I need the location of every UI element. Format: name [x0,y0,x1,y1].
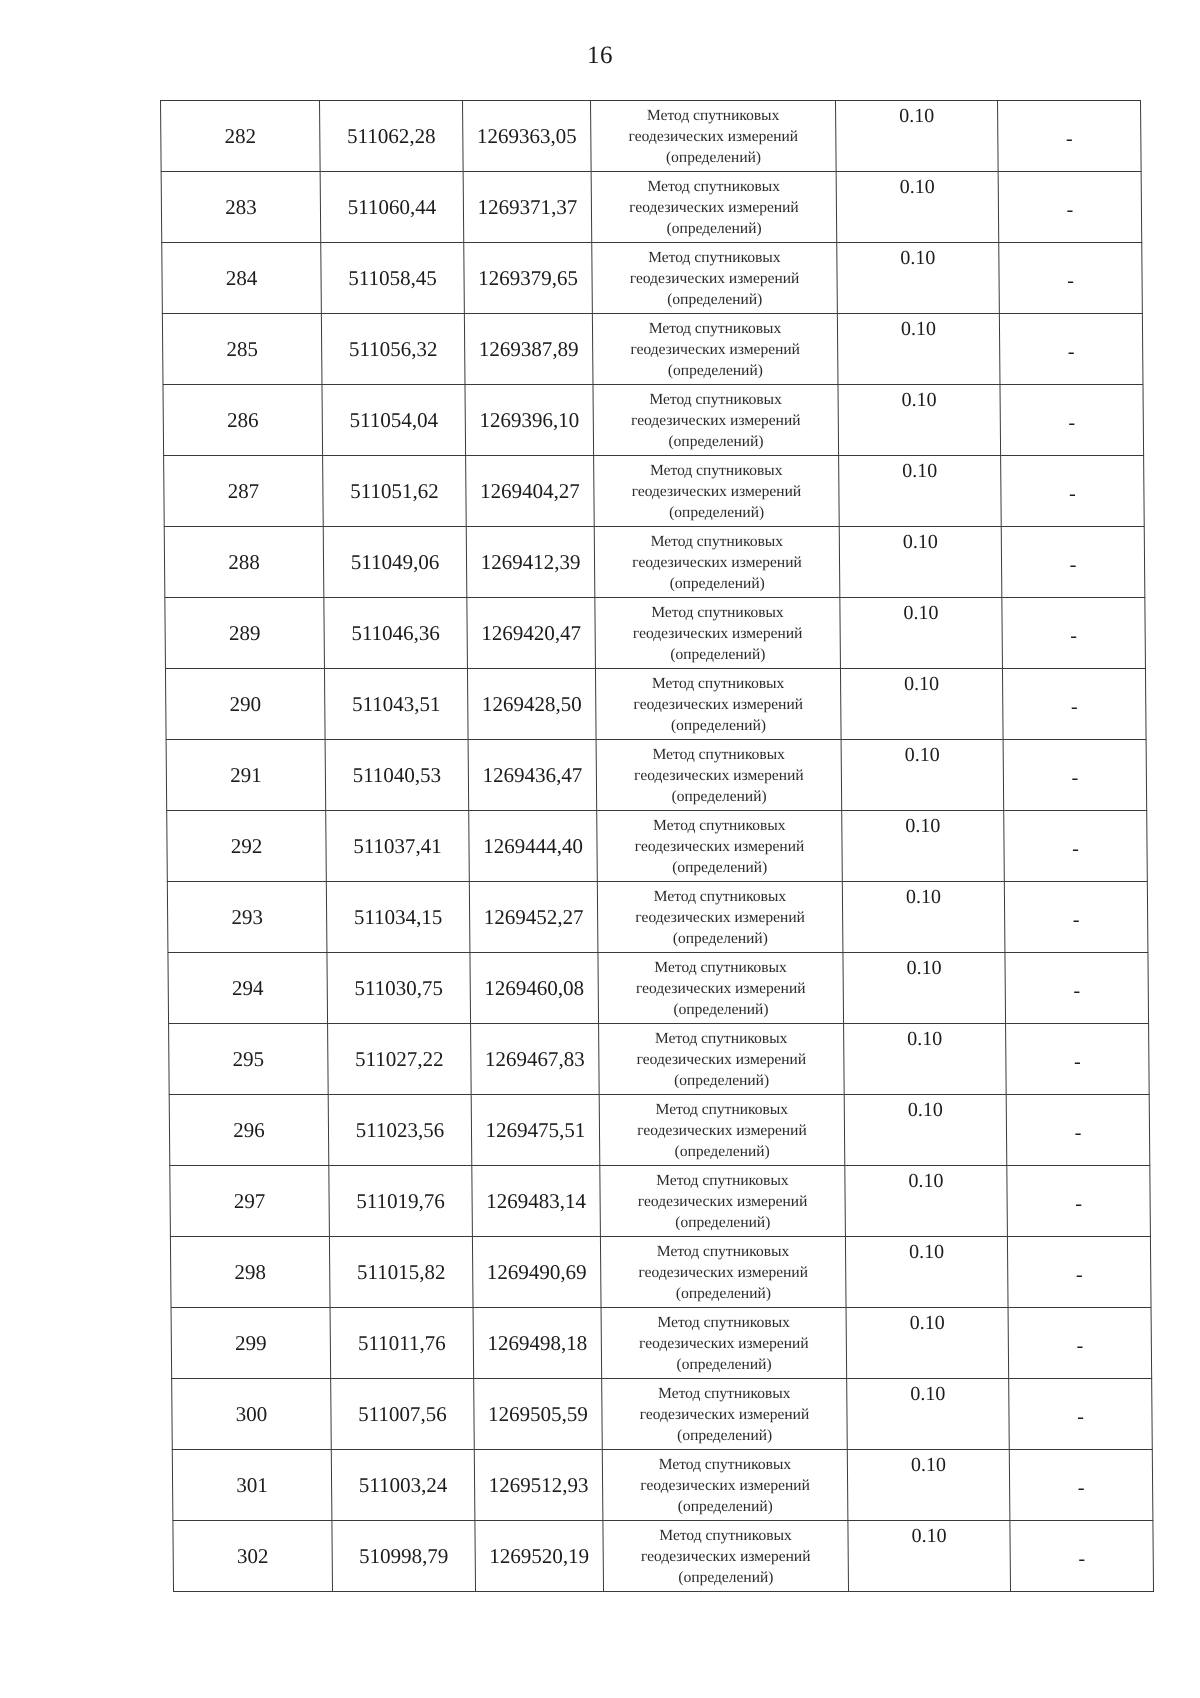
method-line-3: (определений) [675,1284,772,1302]
method-line-2: геодезических измерений [634,837,805,855]
accuracy-cell: 0.10 [842,811,1005,882]
method-line-3: (определений) [677,1426,773,1444]
x-coordinate-cell: 511056,32 [321,314,465,385]
method-cell [594,456,840,527]
accuracy-cell: 0.10 [847,1379,1010,1450]
method-line-2: геодезических измерений [632,624,803,642]
accuracy-cell: 0.10 [844,1024,1007,1095]
y-coordinate-cell: 1269498,18 [473,1308,602,1379]
method-line-3: (определений) [670,645,766,663]
x-coordinate-cell: 511060,44 [320,172,464,243]
method-line-2: геодезических измерений [629,198,799,216]
method-cell [595,669,841,740]
table-row [161,172,1142,243]
method-line-3: (определений) [677,1497,773,1515]
method-line-2: геодезических измерений [638,1263,809,1281]
method-line-1: Метод спутниковых [651,674,785,692]
method-line-2: геодезических измерений [633,695,804,713]
coordinates-table [160,100,1154,1592]
point-number-cell: 298 [170,1237,330,1308]
point-number-cell: 291 [166,740,326,811]
point-number-cell: 290 [165,669,325,740]
table-row [171,1308,1152,1379]
note-value: - [1075,1263,1083,1286]
y-coordinate-cell: 1269444,40 [469,811,598,882]
method-line-2: геодезических измерений [630,340,800,358]
method-line-2: геодезических измерений [631,482,802,500]
accuracy-cell: 0.10 [840,669,1003,740]
y-coordinate-cell: 1269467,83 [471,1024,600,1095]
note-value: - [1077,1476,1085,1499]
note-cell [1007,1166,1151,1237]
x-coordinate-cell: 511027,22 [328,1024,472,1095]
method-line-3: (определений) [675,1213,771,1231]
note-cell [999,314,1143,385]
method-cell [599,1095,845,1166]
method-cell [597,882,843,953]
method-line-2: геодезических измерений [635,908,805,926]
y-coordinate-cell: 1269387,89 [464,314,593,385]
note-value: - [1076,1334,1084,1357]
y-coordinate-cell: 1269404,27 [466,456,595,527]
x-coordinate-cell: 511051,62 [323,456,467,527]
note-cell [1010,1521,1154,1592]
y-coordinate-cell: 1269428,50 [467,669,596,740]
method-line-3: (определений) [672,858,768,876]
method-line-3: (определений) [678,1568,774,1586]
table-row [166,740,1147,811]
method-line-2: геодезических измерений [634,766,804,784]
method-line-2: геодезических измерений [635,979,806,997]
note-cell [1004,811,1148,882]
table-row [165,598,1146,669]
y-coordinate-cell: 1269460,08 [470,953,599,1024]
y-coordinate-cell: 1269371,37 [463,172,592,243]
note-cell [1008,1308,1152,1379]
x-coordinate-cell: 511007,56 [331,1379,475,1450]
page-number: 16 [587,42,613,69]
point-number-cell: 299 [171,1308,331,1379]
y-coordinate-cell: 1269412,39 [466,527,595,598]
method-line-3: (определений) [672,929,768,947]
point-number-cell: 288 [164,527,324,598]
method-line-3: (определений) [669,574,765,592]
method-line-3: (определений) [668,432,764,450]
note-value: - [1068,411,1076,434]
method-line-1: Метод спутниковых [649,390,782,408]
accuracy-cell: 0.10 [837,243,1000,314]
method-line-1: Метод спутниковых [654,1029,788,1047]
note-cell [1002,598,1146,669]
method-cell [602,1450,848,1521]
x-coordinate-cell: 511030,75 [327,953,471,1024]
method-line-2: геодезических измерений [632,553,802,571]
note-value: - [1067,340,1075,363]
table-row [168,953,1149,1024]
method-line-1: Метод спутниковых [653,887,787,905]
point-number-cell: 296 [169,1095,329,1166]
method-line-3: (определений) [674,1142,770,1160]
point-number-cell: 289 [165,598,325,669]
method-line-1: Метод спутниковых [657,1313,790,1331]
note-cell [998,101,1142,172]
y-coordinate-cell: 1269436,47 [468,740,597,811]
x-coordinate-cell: 511037,41 [326,811,470,882]
accuracy-cell: 0.10 [838,385,1001,456]
method-line-2: геодезических измерений [640,1476,810,1494]
accuracy-cell: 0.10 [848,1521,1011,1592]
method-line-1: Метод спутниковых [656,1171,789,1189]
note-cell [1006,1024,1150,1095]
note-value: - [1077,1405,1084,1428]
method-line-2: геодезических измерений [637,1192,808,1210]
table-row [162,243,1143,314]
point-number-cell: 287 [164,456,324,527]
note-value: - [1072,908,1080,931]
note-value: - [1078,1547,1086,1570]
x-coordinate-cell: 510998,79 [332,1521,476,1592]
note-value: - [1069,553,1077,576]
note-cell [1009,1379,1153,1450]
x-coordinate-cell: 511034,15 [326,882,470,953]
method-cell [601,1308,847,1379]
point-number-cell: 293 [167,882,327,953]
method-cell [593,385,839,456]
method-cell [596,740,842,811]
note-value: - [1075,1192,1083,1215]
method-line-3: (определений) [673,1000,769,1018]
method-line-1: Метод спутниковых [653,816,786,834]
point-number-cell: 297 [170,1166,330,1237]
accuracy-cell: 0.10 [837,314,1000,385]
method-cell [599,1024,845,1095]
table-row [165,669,1146,740]
method-cell [598,953,844,1024]
accuracy-cell: 0.10 [839,456,1002,527]
y-coordinate-cell: 1269512,93 [474,1450,603,1521]
accuracy-cell: 0.10 [845,1237,1008,1308]
note-value: - [1067,269,1074,292]
table-row [169,1095,1150,1166]
method-line-2: геодезических измерений [640,1547,811,1565]
method-line-1: Метод спутниковых [659,1526,792,1544]
method-line-1: Метод спутниковых [651,603,784,621]
note-cell [1005,953,1149,1024]
y-coordinate-cell: 1269363,05 [463,101,592,172]
method-cell [592,314,838,385]
accuracy-cell: 0.10 [842,882,1005,953]
table-row [167,811,1148,882]
method-line-1: Метод спутниковых [648,319,782,337]
note-cell [1007,1237,1151,1308]
note-value: - [1073,1050,1081,1073]
method-cell [600,1166,846,1237]
method-cell [595,598,841,669]
note-value: - [1072,837,1079,860]
y-coordinate-cell: 1269483,14 [472,1166,601,1237]
method-cell [591,172,837,243]
method-line-1: Метод спутниковых [652,745,785,763]
note-cell [999,243,1143,314]
y-coordinate-cell: 1269420,47 [467,598,596,669]
point-number-cell: 282 [161,101,321,172]
y-coordinate-cell: 1269475,51 [471,1095,600,1166]
table-row [164,456,1145,527]
method-line-1: Метод спутниковых [654,958,787,976]
note-value: - [1068,482,1076,505]
method-line-1: Метод спутниковых [647,177,780,195]
method-cell [603,1521,849,1592]
method-line-1: Метод спутниковых [649,461,783,479]
x-coordinate-cell: 511019,76 [329,1166,473,1237]
accuracy-cell: 0.10 [840,598,1003,669]
method-line-1: Метод спутниковых [658,1384,791,1402]
method-line-1: Метод спутниковых [646,106,780,124]
y-coordinate-cell: 1269520,19 [475,1521,604,1592]
note-cell [1006,1095,1150,1166]
method-line-2: геодезических измерений [639,1334,809,1352]
method-line-2: геодезических измерений [637,1121,807,1139]
note-cell [1000,385,1144,456]
table-row [172,1450,1153,1521]
note-value: - [1070,695,1078,718]
x-coordinate-cell: 511046,36 [324,598,468,669]
accuracy-cell: 0.10 [836,101,999,172]
note-value: - [1074,1121,1082,1144]
method-line-3: (определений) [670,716,767,734]
x-coordinate-cell: 511049,06 [323,527,467,598]
table-row [170,1166,1151,1237]
table-row [162,314,1143,385]
method-cell [602,1379,848,1450]
method-cell [597,811,843,882]
method-line-3: (определений) [668,503,765,521]
table-row [170,1237,1151,1308]
table-row [163,385,1144,456]
accuracy-cell: 0.10 [844,1095,1007,1166]
method-cell [594,527,840,598]
accuracy-cell: 0.10 [847,1450,1010,1521]
accuracy-cell: 0.10 [846,1308,1009,1379]
y-coordinate-cell: 1269379,65 [464,243,593,314]
note-cell [1001,527,1145,598]
note-cell [1009,1450,1153,1521]
point-number-cell: 284 [162,243,322,314]
point-number-cell: 286 [163,385,323,456]
method-cell [591,101,837,172]
point-number-cell: 292 [167,811,327,882]
point-number-cell: 294 [168,953,328,1024]
note-cell [1002,669,1146,740]
method-line-3: (определений) [676,1355,772,1373]
accuracy-cell: 0.10 [839,527,1002,598]
accuracy-cell: 0.10 [841,740,1004,811]
x-coordinate-cell: 511054,04 [322,385,466,456]
point-number-cell: 301 [172,1450,332,1521]
note-value: - [1071,766,1079,789]
note-value: - [1065,127,1073,150]
method-line-2: геодезических измерений [630,411,801,429]
table-row [167,882,1148,953]
x-coordinate-cell: 511040,53 [325,740,469,811]
note-value: - [1073,979,1081,1002]
note-value: - [1066,198,1074,221]
note-cell [1003,740,1147,811]
table-body [161,101,1154,1592]
accuracy-cell: 0.10 [836,172,999,243]
method-line-3: (определений) [673,1071,770,1089]
y-coordinate-cell: 1269396,10 [465,385,594,456]
x-coordinate-cell: 511058,45 [321,243,465,314]
y-coordinate-cell: 1269505,59 [474,1379,603,1450]
method-line-3: (определений) [665,148,762,166]
method-line-2: геодезических измерений [639,1405,810,1423]
point-number-cell: 302 [173,1521,333,1592]
x-coordinate-cell: 511023,56 [328,1095,472,1166]
x-coordinate-cell: 511043,51 [324,669,468,740]
note-cell [1001,456,1145,527]
method-line-1: Метод спутниковых [648,248,781,266]
x-coordinate-cell: 511015,82 [329,1237,473,1308]
method-line-1: Метод спутниковых [656,1242,790,1260]
note-cell [998,172,1142,243]
x-coordinate-cell: 511003,24 [331,1450,475,1521]
method-line-2: геодезических измерений [628,127,799,145]
point-number-cell: 285 [162,314,322,385]
table-row [172,1379,1153,1450]
table-row [173,1521,1154,1592]
y-coordinate-cell: 1269452,27 [469,882,598,953]
note-value: - [1070,624,1078,647]
method-line-1: Метод спутниковых [658,1455,792,1473]
table-row [164,527,1145,598]
accuracy-cell: 0.10 [843,953,1006,1024]
point-number-cell: 300 [172,1379,332,1450]
point-number-cell: 295 [169,1024,329,1095]
method-line-2: геодезических измерений [636,1050,807,1068]
method-line-3: (определений) [667,361,763,379]
note-cell [1004,882,1148,953]
method-line-1: Метод спутниковых [650,532,784,550]
x-coordinate-cell: 511011,76 [330,1308,474,1379]
x-coordinate-cell: 511062,28 [320,101,464,172]
table-row [169,1024,1150,1095]
method-line-3: (определений) [666,219,762,237]
table-row [161,101,1142,172]
method-line-3: (определений) [667,290,763,308]
method-line-2: геодезических измерений [629,269,800,287]
method-cell [592,243,838,314]
y-coordinate-cell: 1269490,69 [472,1237,601,1308]
point-number-cell: 283 [161,172,321,243]
method-line-3: (определений) [671,787,767,805]
method-cell [600,1237,846,1308]
accuracy-cell: 0.10 [845,1166,1008,1237]
method-line-1: Метод спутниковых [655,1100,789,1118]
